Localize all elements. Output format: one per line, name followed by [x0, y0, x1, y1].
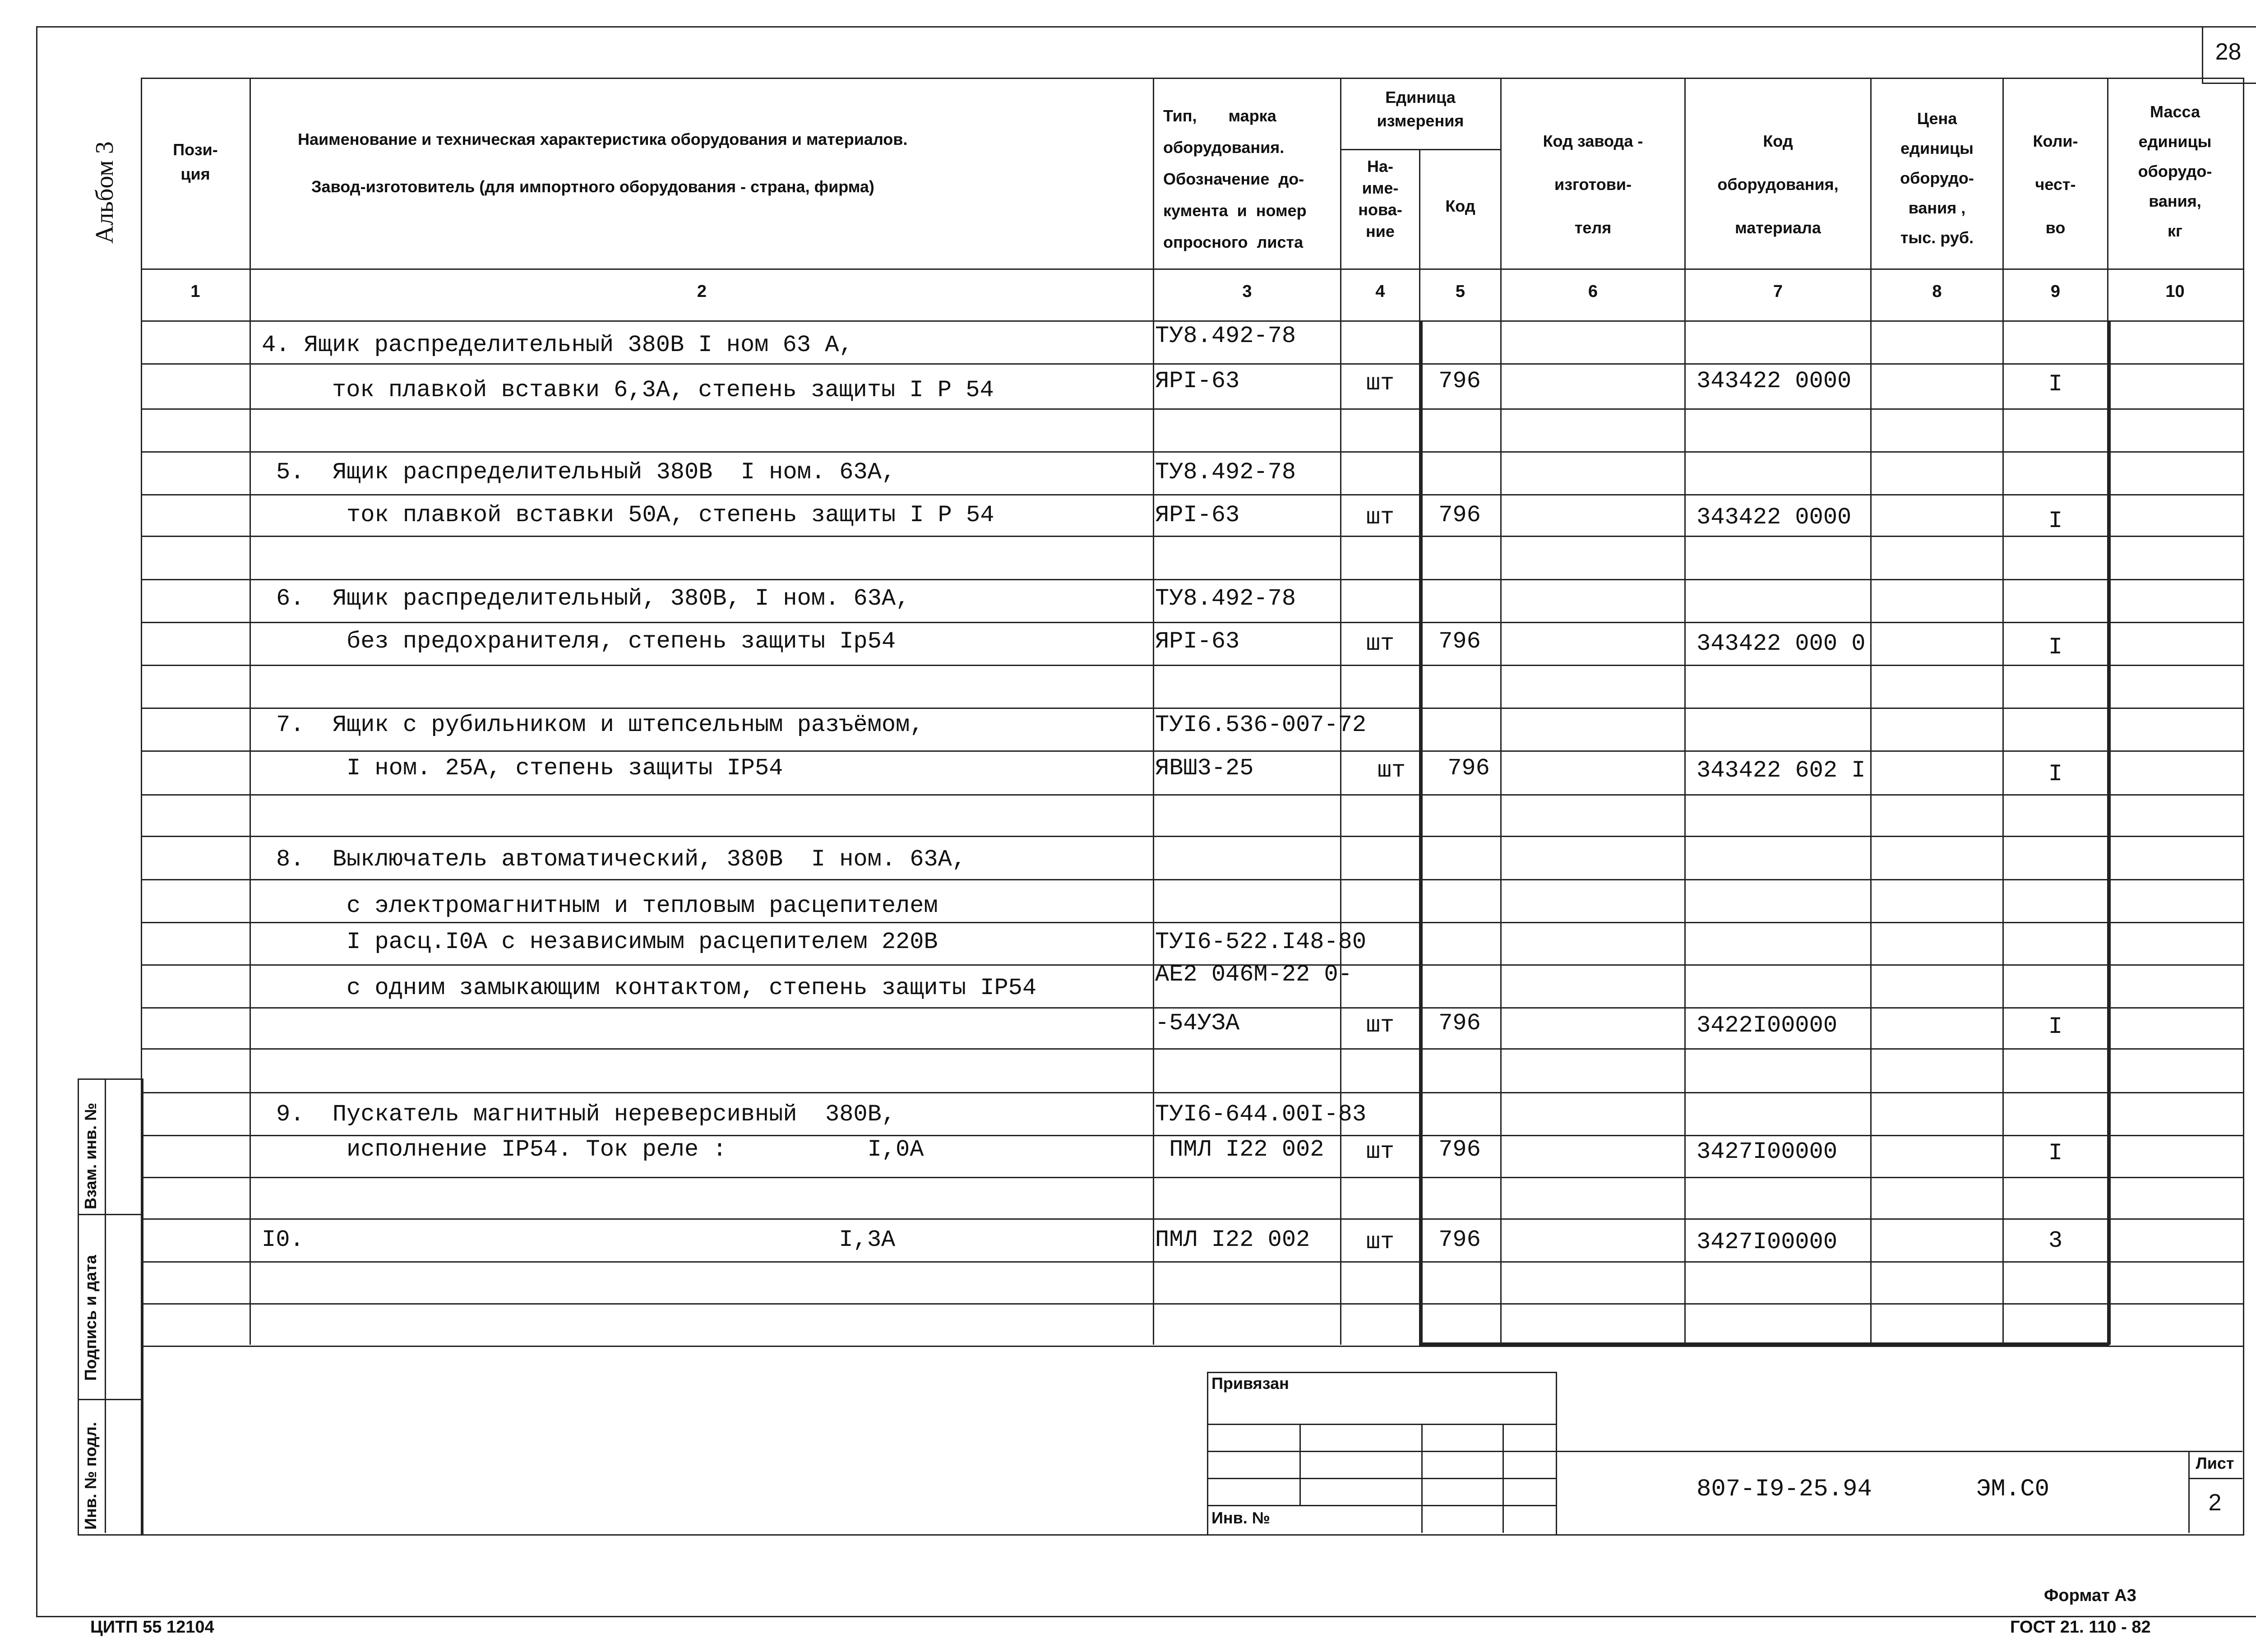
col-number-3: 3 — [1242, 282, 1252, 301]
table-row-name: без предохранителя, степень защиты Iр54 — [276, 628, 896, 655]
table-row-name: 9. Пускатель магнитный нереверсивный 380В, — [276, 1101, 896, 1128]
header-price: Цена единицы оборудо- вания , тыс. руб. — [1900, 109, 1974, 247]
table-row-equipment-code: 343422 602 I — [1697, 757, 1866, 784]
table-row-type: -54УЗА — [1155, 1010, 1240, 1037]
header-unit-code: Код — [1445, 197, 1475, 215]
table-row-type: ТУ8.492-78 — [1155, 585, 1296, 612]
table-row-code: 796 — [1438, 368, 1481, 394]
table-row-unit: шт — [1366, 1012, 1395, 1039]
table-row-quantity: I — [2048, 761, 2063, 787]
table-row-type: ТУI6.536-007-72 — [1155, 712, 1367, 738]
table-row-quantity: I — [2048, 1013, 2063, 1040]
table-row-name: I расц.I0А с независимым расцепителем 220В — [276, 929, 938, 955]
table-row-type: ЯРI-63 — [1155, 628, 1240, 655]
table-row-unit: шт — [1366, 1229, 1395, 1255]
privyazan-label: Привязан — [1211, 1374, 1289, 1393]
header-name-line2: Завод-изготовитель (для импортного оборудования - страна, фирма) — [311, 177, 874, 196]
footer-format: Формат А3 — [2044, 1586, 2136, 1605]
footer-left: ЦИТП 55 12104 — [90, 1618, 214, 1637]
col-number-7: 7 — [1773, 282, 1783, 301]
table-row-name: I ном. 25А, степень защиты IР54 — [276, 755, 783, 782]
table-row-unit: шт — [1366, 1138, 1395, 1165]
table-row-type: ЯВШ3-25 — [1155, 755, 1254, 782]
sheet-label: Лист — [2196, 1454, 2234, 1472]
table-row-quantity: I — [2048, 371, 2063, 398]
table-row-name: 8. Выключатель автоматический, 380В I ном. 63А, — [276, 846, 966, 873]
inv-no-label: Инв. № — [1211, 1509, 1270, 1527]
header-type: Тип, марка оборудования. Обозначение до- кумента и номер опросного листа — [1163, 106, 1307, 251]
table-row-equipment-code: 343422 0000 — [1697, 368, 1852, 394]
table-row-quantity: I — [2048, 508, 2063, 534]
col-number-8: 8 — [1932, 282, 1942, 301]
table-row-type: ПМЛ I22 002 — [1155, 1136, 1324, 1163]
table-row-name: 5. Ящик распределительный 380В I ном. 63А, — [276, 459, 896, 486]
page-number: 28 — [2215, 39, 2242, 65]
table-row-unit: шт — [1377, 757, 1406, 784]
table-row-type: ЯРI-63 — [1155, 502, 1240, 528]
table-row-type: ТУI6-522.I48-80 — [1155, 929, 1367, 955]
sheet-number: 2 — [2208, 1490, 2222, 1516]
table-row-quantity: 3 — [2048, 1227, 2063, 1254]
table-row-name: 6. Ящик распределительный, 380В, I ном. 63А, — [276, 585, 910, 612]
table-row-name: ток плавкой вставки 6,3А, степень защиты I Р 54 — [262, 377, 994, 403]
col-number-10: 10 — [2165, 282, 2185, 301]
table-row-equipment-code: 3427I00000 — [1697, 1229, 1838, 1255]
table-row-code: 796 — [1438, 628, 1481, 655]
document-code: 807-I9-25.94 — [1697, 1476, 1872, 1503]
table-row-code: 796 — [1447, 755, 1490, 782]
header-position: Пози- ция — [173, 140, 218, 183]
header-equipment-code: Код оборудования, материала — [1717, 132, 1839, 237]
table-row-type: ТУ8.492-78 — [1155, 459, 1296, 486]
table-row-unit: шт — [1366, 630, 1395, 657]
table-row-type: АЕ2 046М-22 0- — [1155, 961, 1352, 988]
header-name-line1: Наименование и техническая характеристика оборудования и материалов. — [298, 130, 908, 148]
table-row-name: с одним замыкающим контактом, степень защиты IР54 — [276, 975, 1037, 1001]
table-row-code: 796 — [1438, 1136, 1481, 1163]
table-row-code: 796 — [1438, 1226, 1481, 1253]
table-row-name: I0. I,3А — [262, 1226, 896, 1253]
table-row-equipment-code: 3422I00000 — [1697, 1012, 1838, 1039]
table-row-equipment-code: 343422 0000 — [1697, 504, 1852, 531]
table-row-name: 4. Ящик распределительный 380В I ном 63 А, — [262, 332, 853, 358]
col-number-4: 4 — [1375, 282, 1385, 301]
album-label: Альбом 3 — [91, 141, 119, 244]
side-label-inv: Инв. № подл. — [81, 1422, 100, 1530]
table-row-type: ТУ8.492-78 — [1155, 323, 1296, 349]
table-row-code: 796 — [1438, 502, 1481, 528]
header-unit-group: Единица измерения — [1377, 88, 1464, 130]
header-unit-name: На- име- нова- ние — [1358, 157, 1402, 241]
header-quantity: Коли- чест- во — [2033, 132, 2078, 237]
col-number-2: 2 — [697, 282, 707, 301]
table-row-type: ПМЛ I22 002 — [1155, 1226, 1310, 1253]
table-row-equipment-code: 343422 000 0 — [1697, 630, 1866, 657]
table-row-type: ТУI6-644.00I-83 — [1155, 1101, 1367, 1128]
col-number-1: 1 — [190, 282, 200, 301]
col-number-5: 5 — [1455, 282, 1465, 301]
table-row-unit: шт — [1366, 504, 1395, 531]
table-row-name: 7. Ящик с рубильником и штепсельным разъёмом, — [276, 712, 924, 738]
table-row-equipment-code: 3427I00000 — [1697, 1138, 1838, 1165]
side-label-vzam: Взам. инв. № — [81, 1102, 100, 1209]
footer-gost: ГОСТ 21. 110 - 82 — [2010, 1618, 2151, 1637]
col-number-6: 6 — [1588, 282, 1598, 301]
table-row-quantity: I — [2048, 1140, 2063, 1166]
table-row-unit: шт — [1366, 370, 1395, 397]
table-row-type: ЯРI-63 — [1155, 368, 1240, 394]
table-row-name: с электромагнитным и тепловым расцепителем — [276, 893, 938, 919]
header-mass: Масса единицы оборудо- вания, кг — [2138, 102, 2212, 240]
col-number-9: 9 — [2050, 282, 2061, 301]
document-mark: ЭМ.С0 — [1976, 1476, 2050, 1503]
header-factory-code: Код завода - изготови- теля — [1543, 132, 1643, 237]
table-row-name: ток плавкой вставки 50А, степень защиты I Р 54 — [276, 502, 994, 528]
table-row-code: 796 — [1438, 1010, 1481, 1037]
side-label-podpis: Подпись и дата — [81, 1255, 100, 1381]
table-row-name: исполнение IР54. Ток реле : I,0А — [276, 1136, 924, 1163]
table-row-quantity: I — [2048, 634, 2063, 661]
